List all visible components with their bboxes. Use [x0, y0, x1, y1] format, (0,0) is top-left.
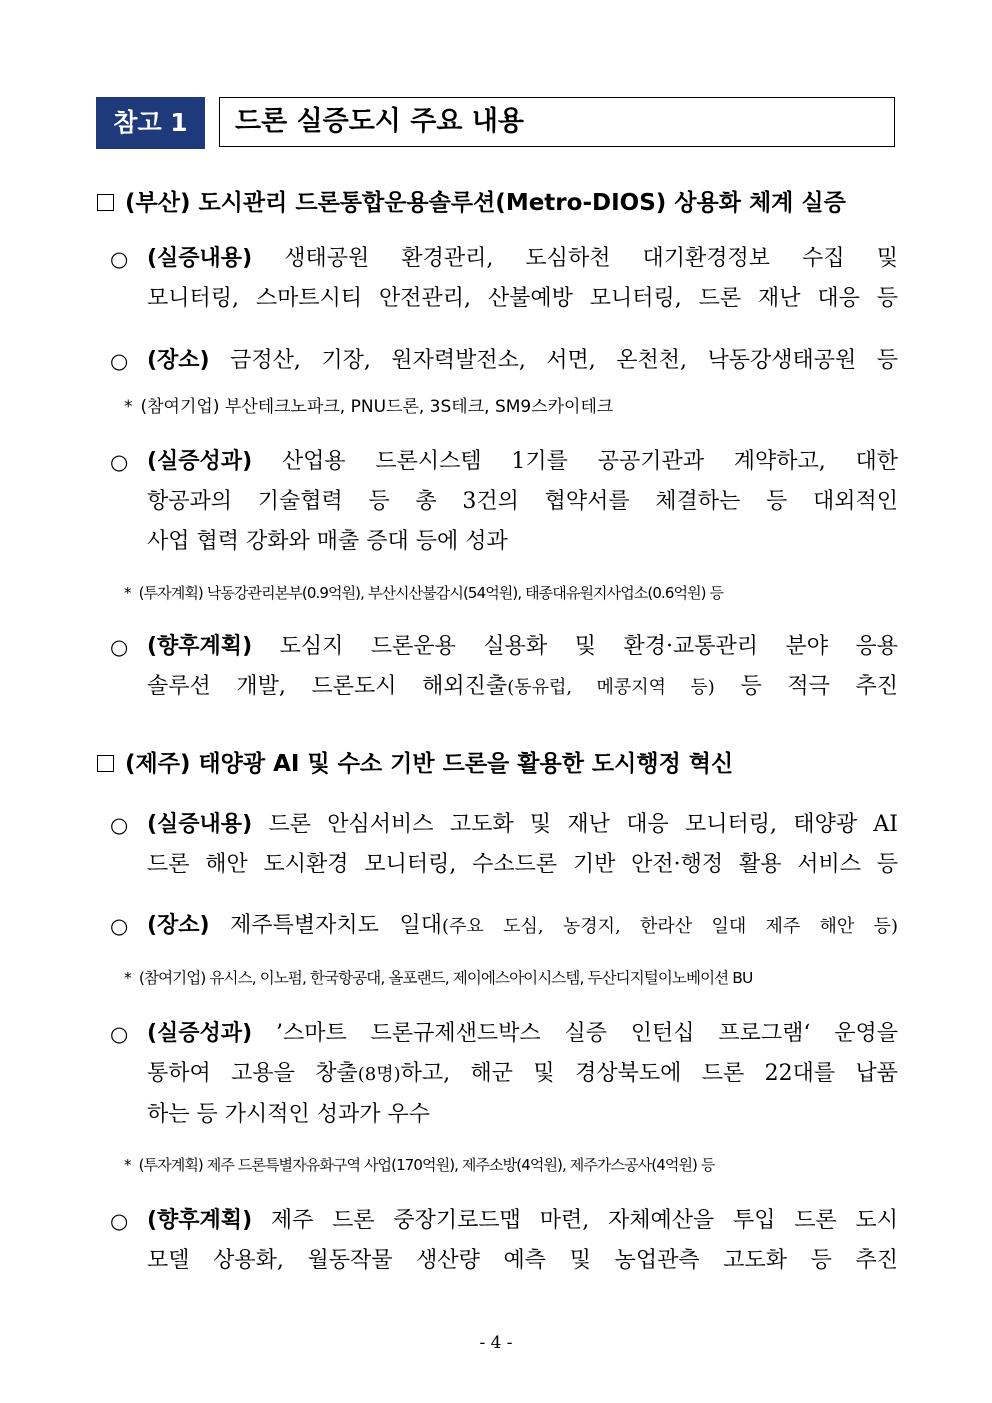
- circle-bullet-icon: ○: [110, 914, 129, 938]
- note-jeju-investment: * (투자계획) 제주 드론특별자유화구역 사업(170억원), 제주소방(4억원), 제주가스공사(4억원) 등: [124, 1150, 898, 1180]
- checkbox-square-icon: [97, 755, 114, 772]
- note-busan-participants: * (참여기업) 부산테크노파크, PNU드론, 3S테크, SM9스카이테크: [124, 392, 898, 422]
- bullet-jeju-location: ○ (장소) 제주특별자치도 일대(주요 도심, 농경지, 한라산 일대 제주 해안 등): [110, 906, 898, 947]
- note-jeju-participants: * (참여기업) 유시스, 이노펌, 한국항공대, 올포랜드, 제이에스아이시스템, 두산디지털이노베이션 BU: [124, 963, 898, 993]
- bullet-text: ’스마트 드론규제샌드박스 실증 인턴십 프로그램‘ 운영을: [275, 1021, 899, 1046]
- bullet-busan-plan: ○ (향후계획) 도심지 드론운용 실용화 및 환경·교통관리 분야 응용 솔루션 개발, 드론도시 해외진출(동유럽, 메콩지역 등) 등 적극 추진: [110, 627, 898, 708]
- bullet-label: (향후계획): [147, 634, 253, 659]
- bullet-label: (향후계획): [147, 1208, 253, 1233]
- bullet-text: 생태공원 환경관리, 도심하천 대기환경정보 수집 및: [284, 246, 898, 271]
- asterisk-icon: *: [124, 969, 131, 987]
- circle-bullet-icon: ○: [110, 349, 129, 373]
- circle-bullet-icon: ○: [110, 1022, 129, 1046]
- asterisk-icon: *: [124, 1156, 131, 1174]
- bullet-busan-content: [110, 239, 898, 319]
- bullet-label: (장소): [147, 913, 210, 938]
- bullet-text: 모델 상용화, 월동작물 생산량 예측 및 농업관측 고도화 등 추진: [147, 1248, 898, 1273]
- bullet-text: 드론 해안 도시환경 모니터링, 수소드론 기반 안전·행정 활용 서비스 등: [147, 852, 898, 877]
- bullet-text: 모니터링, 스마트시티 안전관리, 산불예방 모니터링, 드론 재난 대응 등: [147, 286, 898, 311]
- circle-bullet-icon: ○: [110, 813, 129, 837]
- bullet-text: 사업 협력 강화와 매출 증대 등에 성과: [147, 529, 508, 554]
- bullet-busan-results: [110, 442, 898, 562]
- page-number: - 4 -: [479, 1333, 513, 1353]
- bullet-text: 제주 드론 중장기로드맵 마련, 자체예산을 투입 드론 도시: [270, 1208, 898, 1233]
- bullet-text: 드론 안심서비스 고도화 및 재난 대응 모니터링, 태양광 AI: [268, 812, 898, 837]
- bullet-text: 도심지 드론운용 실용화 및 환경·교통관리 분야 응용: [279, 634, 898, 659]
- circle-bullet-icon: ○: [110, 247, 129, 271]
- checkbox-square-icon: [97, 194, 114, 211]
- bullet-text: 하는 등 가시적인 성과가 우수: [147, 1102, 430, 1127]
- circle-bullet-icon: ○: [110, 1209, 129, 1233]
- asterisk-icon: *: [124, 397, 133, 417]
- bullet-label: (실증성과): [147, 449, 253, 474]
- bullet-label: (실증내용): [147, 812, 253, 837]
- bullet-jeju-content: [110, 805, 898, 885]
- bullet-label: (장소): [147, 348, 210, 373]
- reference-tag: 참고 1: [96, 97, 205, 149]
- bullet-jeju-results: ○ (실증성과) ’스마트 드론규제샌드박스 실증 인턴십 프로그램‘ 운영을 통하여 고용을 창출(8명)하고, 해군 및 경상북도에 드론 22대를 납품 하는 등 가시적인 성과가 우수: [110, 1014, 898, 1135]
- page-title: 드론 실증도시 주요 내용: [219, 97, 895, 147]
- bullet-text: 산업용 드론시스템 1기를 공공기관과 계약하고, 대한: [281, 449, 898, 474]
- bullet-text: 항공과의 기술협력 등 총 3건의 협약서를 체결하는 등 대외적인: [147, 489, 898, 514]
- bullet-text: 금정산, 기장, 원자력발전소, 서면, 온천천, 낙동강생태공원 등: [230, 348, 898, 373]
- asterisk-icon: *: [124, 584, 131, 602]
- section-heading-jeju: (제주) 태양광 AI 및 수소 기반 드론을 활용한 도시행정 혁신: [97, 746, 897, 782]
- bullet-jeju-plan: [110, 1201, 898, 1281]
- circle-bullet-icon: ○: [110, 450, 129, 474]
- bullet-busan-location: [110, 341, 898, 381]
- note-busan-investment: * (투자계획) 낙동강관리본부(0.9억원), 부산시산불감시(54억원), 태종대유원지사업소(0.6억원) 등: [124, 578, 898, 608]
- section-heading-busan: (부산) 도시관리 드론통합운용솔루션(Metro-DIOS) 상용화 체계 실증: [97, 185, 897, 221]
- bullet-label: (실증내용): [147, 246, 253, 271]
- bullet-label: (실증성과): [147, 1021, 253, 1046]
- circle-bullet-icon: ○: [110, 635, 129, 659]
